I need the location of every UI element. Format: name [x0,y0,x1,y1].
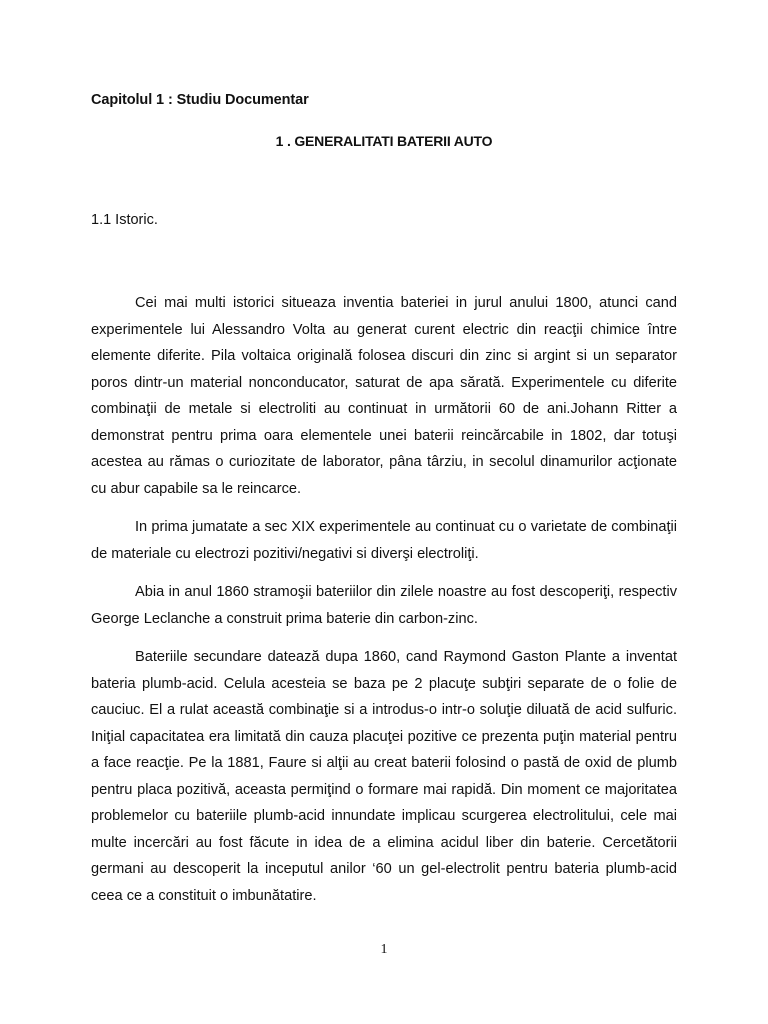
subsection-title: 1.1 Istoric. [91,212,158,228]
paragraph: Abia in anul 1860 stramoşii bateriilor din zilele noastre au fost descoperiţi, respectiv George Leclanche a construit prima baterie din carbon-zinc. [91,584,677,627]
paragraph: Cei mai multi istorici situeaza inventia bateriei in jurul anului 1800, atunci cand experimentele lui Alessandro Volta au generat curent electric din reacţii chimice între elemente diferite. Pila voltaica originală folosea discuri din zinc si argint si un separator poros dintr-un material nonconducator, saturat de apa sărată. Experimentele cu diferite combinaţii de metale si electroliti au continuat in următorii 60 de ani.Johann Ritter a demonstrat pentru prima oara elementele unei baterii reincărcabile in 1802, dar totuşi acestea au rămas o curiozitate de laborator, pâna târziu, in secolul dinamurilor acţionate cu abur capabile sa le reincarce. [91,295,677,497]
chapter-heading: Capitolul 1 : Studiu Documentar [91,92,309,108]
paragraph: In prima jumatate a sec XIX experimentele au continuat cu o varietate de combinaţii de materiale cu electrozi pozitivi/negativi si diverşi electroliţi. [91,519,677,562]
section-title: 1 . GENERALITATI BATERII AUTO [275,133,493,149]
page-number: 1 [380,942,388,957]
paragraph: Bateriile secundare datează dupa 1860, cand Raymond Gaston Plante a inventat bateria plumb-acid. Celula acesteia se baza pe 2 placuţe subţiri separate de o folie de cauciuc. El a rulat această combinaţie si a introdus-o intr-o soluţie diluată de acid sulfuric. Iniţial capacitatea era limitată din cauza placuţei pozitive ce prezenta puţin material pentru a face reacţie. Pe la 1881, Faure si alţii au creat baterii folosind o pastă de oxid de plumb pentru placa pozitivă, aceasta permiţind o formare mai rapidă. Din moment ce majoritatea problemelor cu bateriile plumb-acid innundate implicau scurgerea electrolitului, cele mai multe incercări au fost făcute in idea de a elimina acidul liber din baterie. Cercetătorii germani au descoperit la inceputul anilor ‘60 un gel-electrolit pentru bateria plumb-acid ceea ce a constituit o imbunătatire. [91,649,677,904]
body-text [91,290,677,921]
